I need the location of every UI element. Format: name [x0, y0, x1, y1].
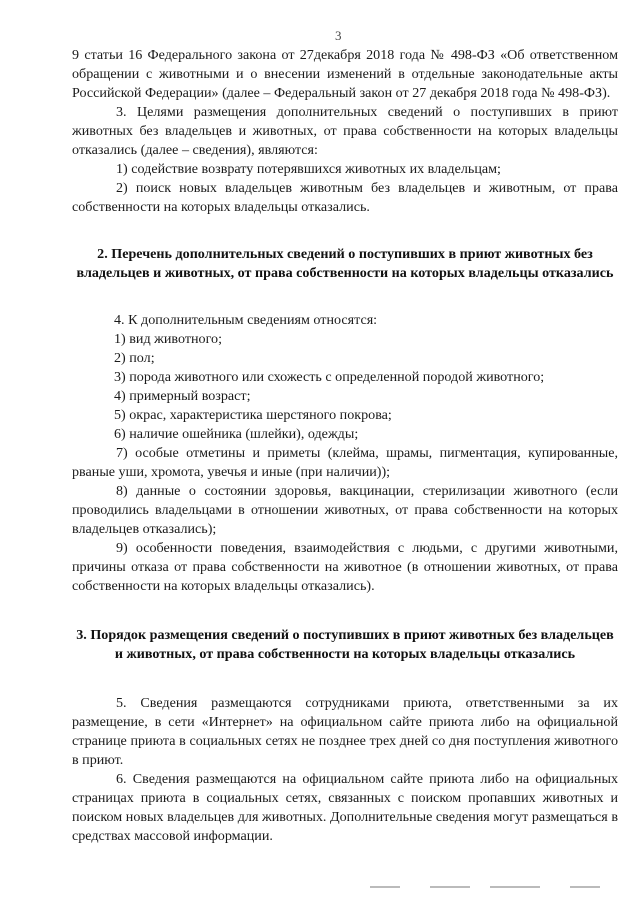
goal-item-2: 2) поиск новых владельцев животным без владельцев и животным, от права собственности на которых владельцы отказались. [72, 180, 618, 215]
goal-item-1: 1) содействие возврату потерявшихся животных их владельцам; [116, 161, 501, 177]
list-item: 2) пол; [114, 350, 155, 366]
list-item: 8) данные о состоянии здоровья, вакцинации, стерилизации животного (если проводились владельцами в отношении животных, от права собственности на которых владельцев отказались); [72, 483, 618, 537]
section-2-body [72, 311, 618, 596]
paragraph-law-reference: 9 статьи 16 Федерального закона от 27декабря 2018 года № 498-ФЗ «Об ответственном обращении с животными и о внесении изменений в отдельные законодательные акты Российской Федерации» (далее – Федеральный закон от 27 декабря 2018 года № 498-ФЗ). [72, 47, 618, 101]
page-number: 3 [335, 28, 342, 43]
section-2-heading: 2. Перечень дополнительных сведений о поступивших в приют животных без владельцев и животных, от права собственности на которых владельцы отказались [76, 246, 614, 281]
list-item: 3) порода животного или схожесть с определенной породой животного; [114, 369, 545, 385]
paragraph-3-goals: 3. Целями размещения дополнительных сведений о поступивших в приют животных без владельцев и животных, от права собственности на которых владельцы отказались (далее – сведения), являются: [72, 104, 618, 158]
list-item: 1) вид животного; [114, 331, 222, 347]
section-3-heading: 3. Порядок размещения сведений о поступивших в приют животных без владельцев и животных, от права собственности на которых владельцы отказались [76, 627, 614, 662]
section-2-intro: 4. К дополнительным сведениям относятся: [114, 312, 378, 328]
list-item: 5) окрас, характеристика шерстяного покрова; [114, 407, 392, 423]
list-item: 9) особенности поведения, взаимодействия с людьми, с другими животными, причины отказа от права собственности на животное (в отношении животных, от права собственности на которых владельцы отказались). [72, 540, 618, 594]
scan-artifact-marks [370, 886, 620, 890]
section-1-continuation [72, 46, 618, 217]
paragraph-5: 5. Сведения размещаются сотрудниками приюта, ответственными за их размещение, в сети «Интернет» на официальном сайте приюта либо на официальной странице приюта в социальных сетях не позднее трех дней со дня поступления животного в приют. [72, 695, 618, 768]
section-3-body [72, 694, 618, 846]
list-item: 6) наличие ошейника (шлейки), одежды; [114, 426, 359, 442]
list-item: 4) примерный возраст; [114, 388, 251, 404]
list-item: 7) особые отметины и приметы (клейма, шрамы, пигментация, купированные, рваные уши, хромота, увечья и иные (при наличии)); [72, 445, 618, 480]
paragraph-6: 6. Сведения размещаются на официальном сайте приюта либо на официальных страницах приюта в социальных сетях, связанных с поиском пропавших животных и поиском новых владельцев для животных. Дополнительные сведения могут размещаться в средствах массовой информации. [72, 771, 618, 844]
document-page [72, 28, 618, 846]
